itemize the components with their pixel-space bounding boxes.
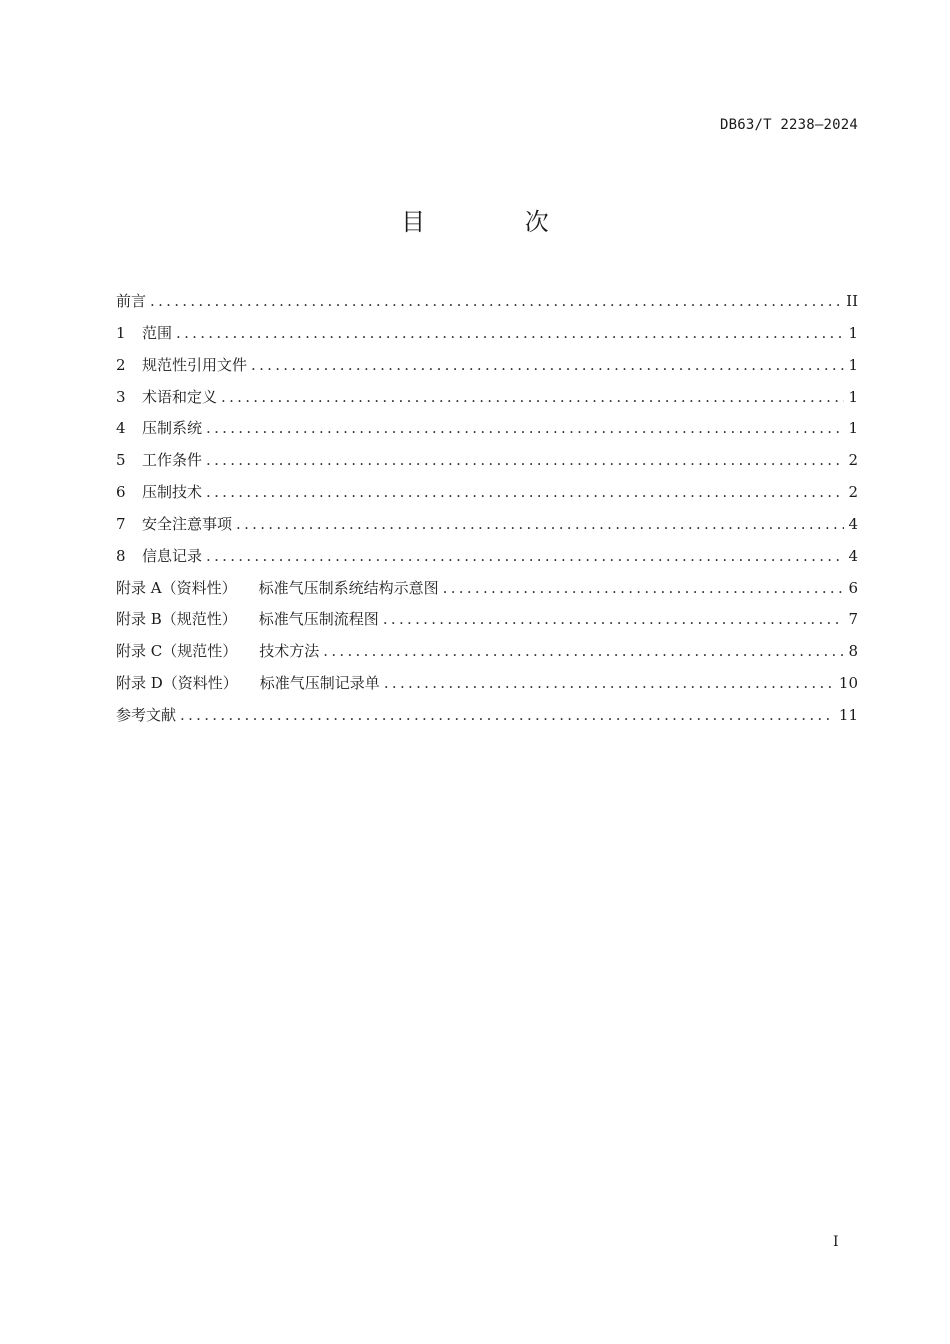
toc-entry-3[interactable] <box>116 382 858 414</box>
toc-entry-6[interactable] <box>116 477 858 509</box>
toc-entry-appendix-d[interactable] <box>116 668 858 700</box>
toc-entry-number: 7 <box>116 514 126 533</box>
toc-entry-label: 规范性引用文件 <box>142 355 248 374</box>
toc-entry-page: 7 <box>848 610 858 629</box>
toc-appendix-title: 技术方法 <box>259 642 320 661</box>
toc-entry-label: 信息记录 <box>142 546 203 565</box>
page-title: 目 次 <box>401 208 595 236</box>
document-code: DB63/T 2238—2024 <box>719 117 858 133</box>
toc-entry-page: 10 <box>838 674 858 693</box>
toc-entry-number: 3 <box>116 387 126 406</box>
toc-entry-8[interactable] <box>116 541 858 573</box>
toc-entry-page: 1 <box>848 355 858 374</box>
toc-entry-references[interactable] <box>116 700 858 732</box>
toc-entry-number: 6 <box>116 483 126 502</box>
toc-entry-page: 2 <box>848 483 858 502</box>
toc-entry-label: 安全注意事项 <box>142 514 233 533</box>
dot-leader <box>206 477 844 509</box>
toc-entry-label: 压制技术 <box>142 483 203 502</box>
dot-leader <box>323 636 844 668</box>
toc-entry-number: 4 <box>116 419 126 438</box>
dot-leader <box>251 350 844 382</box>
dot-leader <box>384 668 835 700</box>
toc-entry-appendix-b[interactable] <box>116 604 858 636</box>
toc-entry-number: 8 <box>116 546 126 565</box>
toc-appendix-title: 标准气压制系统结构示意图 <box>258 578 439 597</box>
dot-leader <box>236 509 844 541</box>
toc-entry-label: 附录 B（规范性） <box>116 610 237 629</box>
table-of-contents <box>116 286 858 732</box>
dot-leader <box>180 700 835 732</box>
toc-entry-label: 参考文献 <box>116 705 177 724</box>
toc-entry-label: 附录 A（资料性） <box>116 578 237 597</box>
toc-entry-label: 前言 <box>116 292 147 310</box>
toc-entry-label: 附录 D（资料性） <box>116 674 238 693</box>
dot-leader <box>206 445 844 477</box>
dot-leader <box>443 573 844 605</box>
toc-entry-page: 1 <box>848 387 858 406</box>
toc-entry-number: 5 <box>116 451 126 470</box>
toc-entry-label: 压制系统 <box>142 419 203 438</box>
toc-entry-page: 4 <box>848 514 858 533</box>
toc-appendix-title: 标准气压制记录单 <box>259 674 380 693</box>
toc-entry-appendix-a[interactable] <box>116 573 858 605</box>
toc-entry-foreword[interactable] <box>116 286 858 318</box>
toc-entry-2[interactable] <box>116 350 858 382</box>
page-number: I <box>833 1234 839 1250</box>
dot-leader <box>206 541 844 573</box>
toc-entry-label: 范围 <box>142 323 173 342</box>
toc-entry-4[interactable] <box>116 413 858 445</box>
toc-entry-page: 6 <box>848 578 858 597</box>
dot-leader <box>383 604 844 636</box>
toc-entry-page: 4 <box>848 546 858 565</box>
toc-entry-label: 术语和定义 <box>142 387 218 406</box>
dot-leader <box>221 382 844 414</box>
toc-appendix-title: 标准气压制流程图 <box>258 610 379 629</box>
toc-entry-label: 工作条件 <box>142 451 203 470</box>
toc-entry-page: 1 <box>848 419 858 438</box>
toc-entry-appendix-c[interactable] <box>116 636 858 668</box>
dot-leader <box>176 318 844 350</box>
toc-entry-1[interactable] <box>116 318 858 350</box>
toc-entry-page: 8 <box>848 642 858 661</box>
toc-entry-7[interactable] <box>116 509 858 541</box>
toc-entry-page: II <box>846 292 858 310</box>
toc-entry-label: 附录 C（规范性） <box>116 642 238 661</box>
toc-entry-page: 2 <box>848 451 858 470</box>
dot-leader <box>206 413 844 445</box>
toc-entry-page: 1 <box>848 323 858 342</box>
dot-leader <box>150 286 842 318</box>
toc-entry-5[interactable] <box>116 445 858 477</box>
toc-entry-number: 1 <box>116 323 126 342</box>
toc-entry-page: 11 <box>838 705 858 724</box>
toc-entry-number: 2 <box>116 355 126 374</box>
